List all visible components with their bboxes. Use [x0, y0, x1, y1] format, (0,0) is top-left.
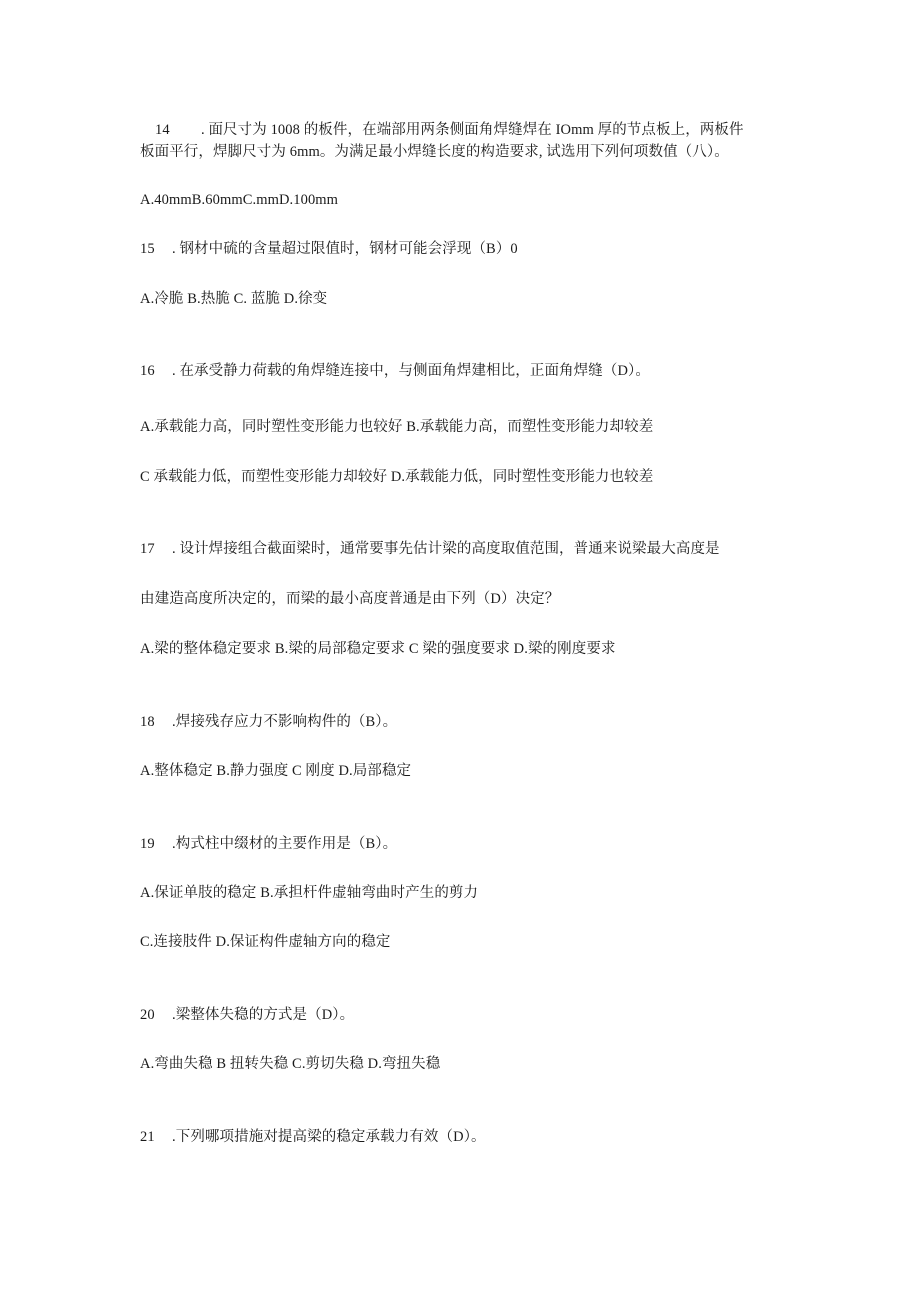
- question-19-stem: [140, 834, 397, 854]
- question-16-options-line1: A.承载能力高，同时塑性变形能力也较好 B.承载能力高，而塑性变形能力却较差: [140, 419, 654, 435]
- question-14-stem-line2: 板面平行，焊脚尺寸为 6mm。为满足最小焊缝长度的构造要求, 试选用下列何项数值（八）。: [140, 144, 729, 160]
- question-text: . 设计焊接组合截面梁时，通常要事先估计梁的高度取值范围，普通来说梁最大高度是: [172, 541, 720, 557]
- question-number: 20: [140, 1007, 155, 1023]
- question-15-options: A.冷脆 B.热脆 C. 蓝脆 D.徐变: [140, 291, 328, 307]
- question-16-options-line2: C 承载能力低，而塑性变形能力却较好 D.承载能力低，同时塑性变形能力也较差: [140, 469, 654, 485]
- question-text: . 在承受静力荷载的角焊缝连接中，与侧面角焊建相比，正面角焊缝（D）。: [172, 363, 650, 379]
- question-14-stem-line1: [155, 120, 744, 140]
- question-19-options-line2: C.连接肢件 D.保证构件虚轴方向的稳定: [140, 934, 391, 950]
- question-20-options: A.弯曲失稳 B 扭转失稳 C.剪切失稳 D.弯扭失稳: [140, 1056, 441, 1072]
- question-number: 18: [140, 714, 155, 730]
- question-16-stem: [140, 361, 650, 381]
- question-text: . 钢材中硫的含量超过限值时，钢材可能会浮现（B）0: [172, 241, 518, 257]
- question-number: 16: [140, 363, 155, 379]
- question-17-options: A.梁的整体稳定要求 B.梁的局部稳定要求 C 梁的强度要求 D.梁的刚度要求: [140, 641, 616, 657]
- question-number: 14: [155, 122, 170, 138]
- question-number: 21: [140, 1129, 155, 1145]
- question-number: 17: [140, 541, 155, 557]
- question-number: 19: [140, 836, 155, 852]
- question-text: .焊接残存应力不影响构件的（B）。: [172, 714, 398, 730]
- question-21-stem: [140, 1127, 486, 1147]
- question-number: 15: [140, 241, 155, 257]
- question-17-stem-line1: [140, 539, 720, 559]
- question-14-options: A.40mmB.60mmC.mmD.100mm: [140, 192, 339, 208]
- question-text: .下列哪项措施对提高梁的稳定承载力有效（D）。: [172, 1129, 486, 1145]
- question-text: . 面尺寸为 1008 的板件，在端部用两条侧面角焊缝焊在 IOmm 厚的节点板上，两板件: [201, 122, 744, 138]
- question-text: .梁整体失稳的方式是（D）。: [172, 1007, 355, 1023]
- question-20-stem: [140, 1005, 354, 1025]
- question-19-options-line1: A.保证单肢的稳定 B.承担杆件虚轴弯曲时产生的剪力: [140, 885, 479, 901]
- question-text: .构式柱中缀材的主要作用是（B）。: [172, 836, 398, 852]
- question-17-stem-line2: 由建造高度所决定的，而梁的最小高度普通是由下列（D）决定？: [140, 591, 560, 607]
- question-15-stem: [140, 239, 518, 259]
- question-18-stem: [140, 712, 397, 732]
- question-18-options: A.整体稳定 B.静力强度 C 刚度 D.局部稳定: [140, 763, 412, 779]
